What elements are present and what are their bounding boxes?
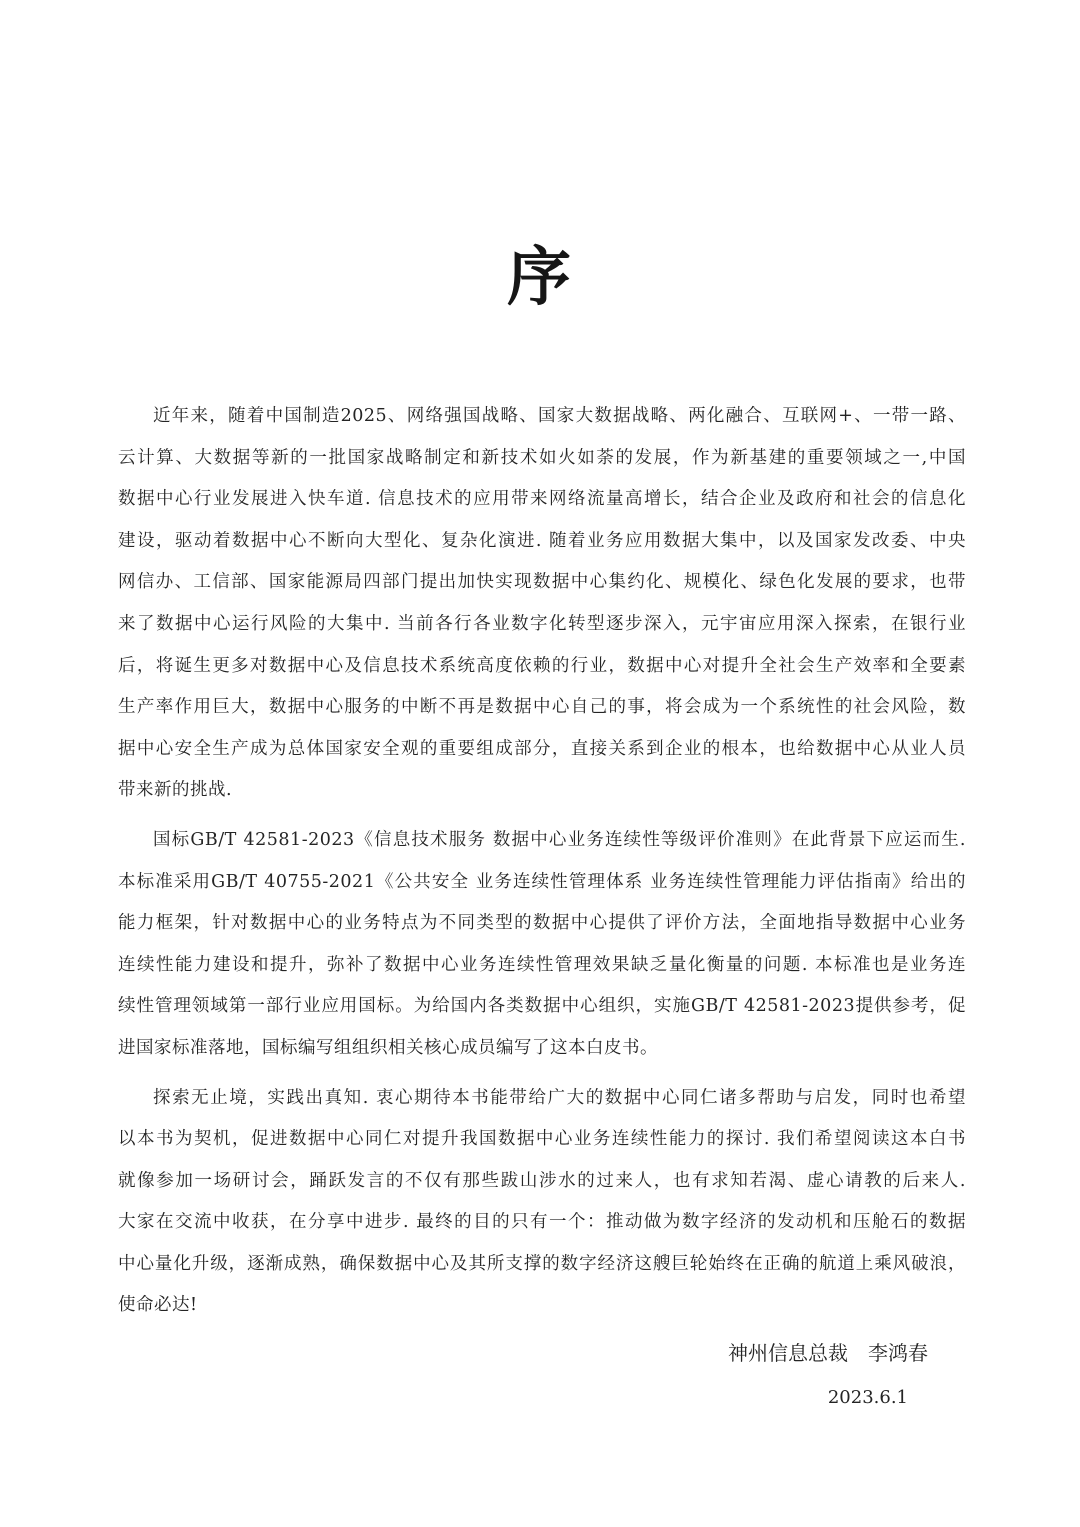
paragraph-3 — [118, 1078, 966, 1328]
text-line: 云计算、大数据等新的一批国家战略制定和新技术如火如荼的发展，作为新基建的重要领域之一,中国 — [118, 447, 966, 468]
text-line: 本标准采用GB/T 40755-2021《公共安全 业务连续性管理体系 业务连续性管理能力评估指南》给出的 — [118, 871, 966, 892]
text-line: 使命必达! — [118, 1295, 198, 1316]
text-line: 国标GB/T 42581-2023《信息技术服务 数据中心业务连续性等级评价准则》在此背景下应运而生. — [153, 829, 966, 850]
text-line: 网信办、工信部、国家能源局四部门提出加快实现数据中心集约化、规模化、绿色化发展的要求，也带 — [118, 572, 966, 593]
text-line: 进国家标准落地，国标编写组组织相关核心成员编写了这本白皮书。 — [118, 1037, 658, 1058]
text-line: 中心量化升级，逐渐成熟，确保数据中心及其所支撑的数字经济这艘巨轮始终在正确的航道上乘风破浪， — [118, 1253, 966, 1274]
text-line: 生产率作用巨大，数据中心服务的中断不再是数据中心自己的事，将会成为一个系统性的社会风险，数 — [118, 697, 966, 718]
text-line: 以本书为契机，促进数据中心同仁对提升我国数据中心业务连续性能力的探讨. 我们希望阅读这本白书 — [118, 1129, 966, 1150]
text-line: 数据中心行业发展进入快车道. 信息技术的应用带来网络流量高增长，结合企业及政府和社会的信息化 — [118, 489, 966, 510]
paragraph-1 — [118, 396, 966, 812]
paragraph-2 — [118, 820, 966, 1070]
text-line: 建设，驱动着数据中心不断向大型化、复杂化演进. 随着业务应用数据大集中，以及国家发改委、中央 — [118, 530, 966, 551]
text-line: 大家在交流中收获，在分享中进步. 最终的目的只有一个：推动做为数字经济的发动机和压舱石的数据 — [118, 1212, 966, 1233]
text-line: 续性管理领域第一部行业应用国标。为给国内各类数据中心组织，实施GB/T 42581-2023提供参考，促 — [118, 996, 966, 1017]
text-line: 就像参加一场研讨会，踊跃发言的不仅有那些跋山涉水的过来人，也有求知若渴、虚心请教的后来人. — [118, 1170, 966, 1191]
page-title: 序 — [507, 240, 573, 315]
text-line: 连续性能力建设和提升，弥补了数据中心业务连续性管理效果缺乏量化衡量的问题. 本标准也是业务连 — [118, 954, 966, 975]
signature-author: 神州信息总裁 李鸿春 — [728, 1341, 928, 1366]
preface-body — [118, 396, 966, 1327]
text-line: 探索无止境，实践出真知. 衷心期待本书能带给广大的数据中心同仁诸多帮助与启发，同时也希望 — [153, 1087, 966, 1108]
text-line: 能力框架，针对数据中心的业务特点为不同类型的数据中心提供了评价方法，全面地指导数据中心业务 — [118, 913, 966, 934]
signature-date: 2023.6.1 — [827, 1387, 908, 1409]
text-line: 近年来，随着中国制造2025、网络强国战略、国家大数据战略、两化融合、互联网+、一带一路、 — [153, 406, 966, 426]
text-line: 后，将诞生更多对数据中心及信息技术系统高度依赖的行业，数据中心对提升全社会生产效率和全要素 — [118, 655, 966, 676]
text-line: 带来新的挑战. — [118, 780, 233, 801]
text-line: 来了数据中心运行风险的大集中. 当前各行各业数字化转型逐步深入，元宇宙应用深入探索，在银行业 — [118, 613, 966, 634]
text-line: 据中心安全生产成为总体国家安全观的重要组成部分，直接关系到企业的根本，也给数据中心从业人员 — [118, 738, 966, 759]
